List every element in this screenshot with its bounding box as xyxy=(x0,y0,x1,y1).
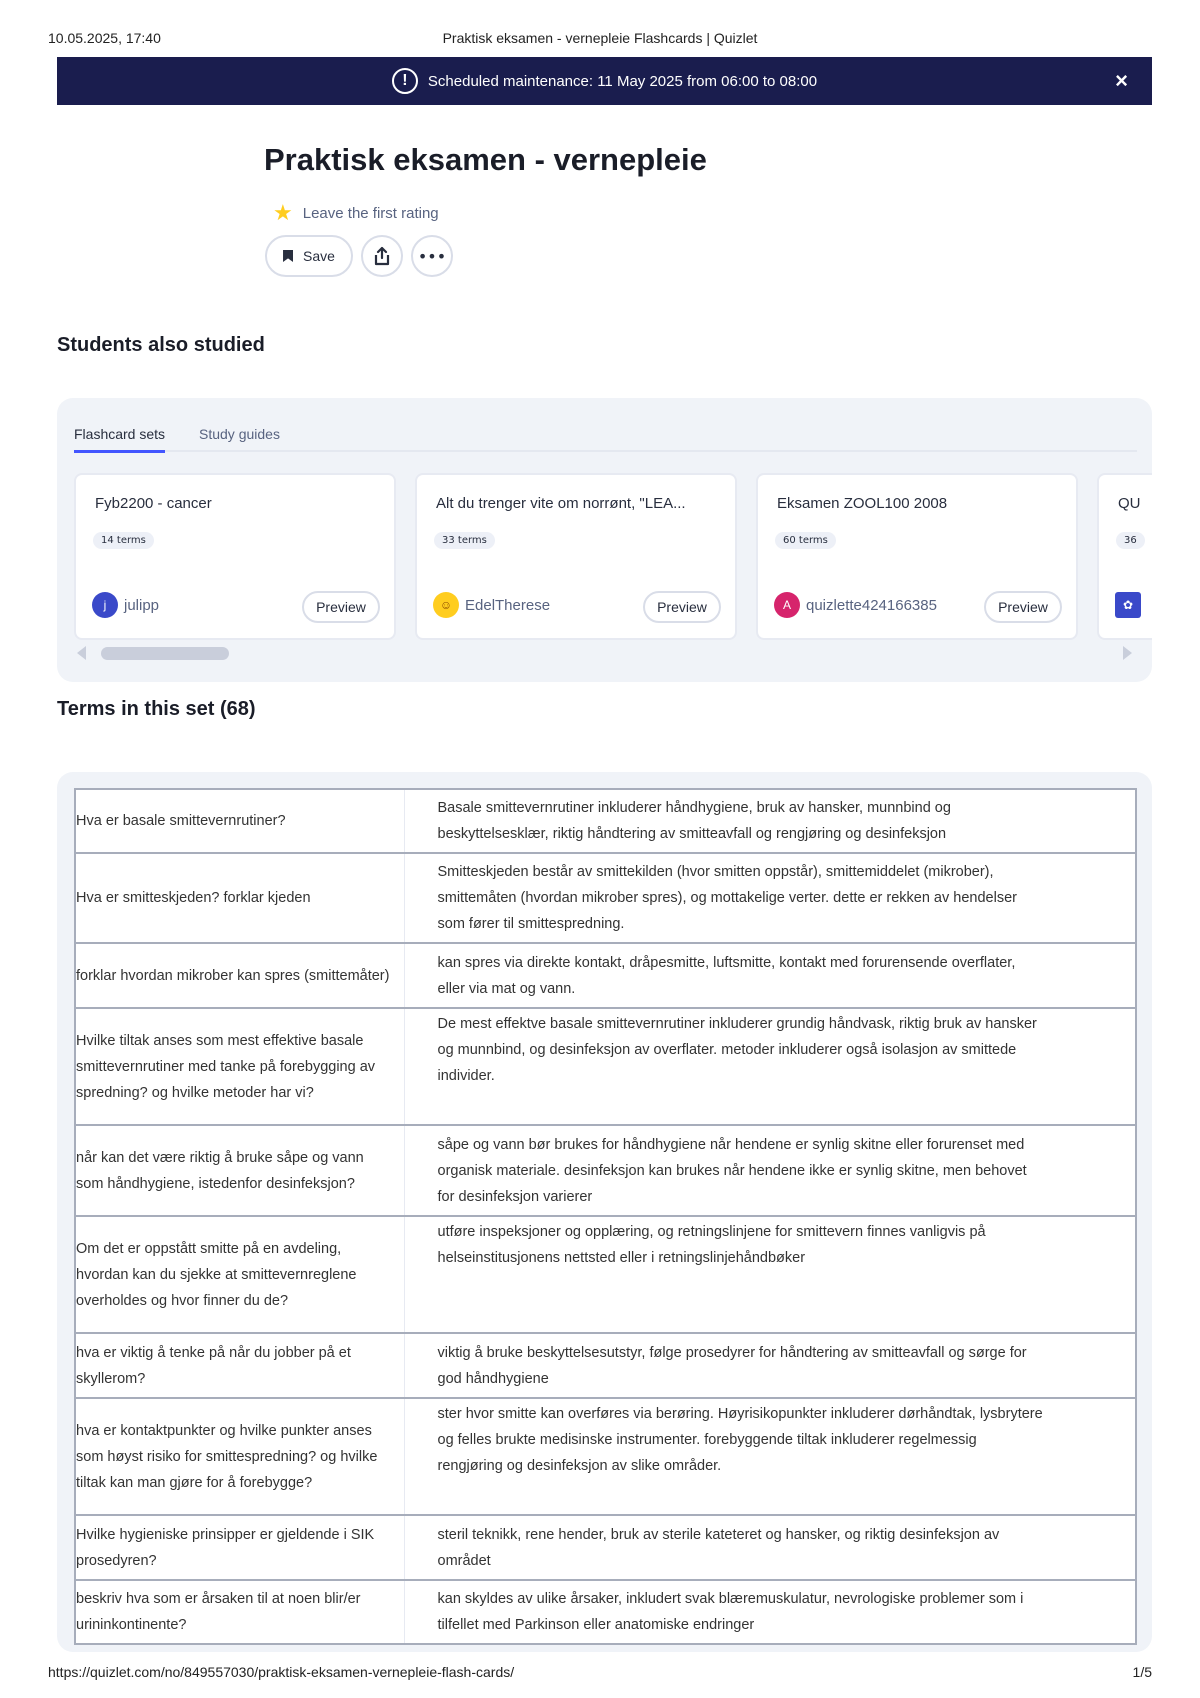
scroll-right-arrow[interactable] xyxy=(1123,646,1132,660)
save-button[interactable] xyxy=(265,235,353,277)
definition-cell: kan spres via direkte kontakt, dråpesmitte, luftsmitte, kontakt med forurensende overflater, eller via mat og vann. xyxy=(404,943,1136,1008)
students-also-studied-heading: Students also studied xyxy=(57,334,265,356)
term-cell: Hva er smitteskjeden? forklar kjeden xyxy=(75,853,404,943)
definition-cell: viktig å bruke beskyttelsesutstyr, følge prosedyrer for håndtering av smitteavfall og sørge for god håndhygiene xyxy=(404,1333,1136,1398)
card-author[interactable] xyxy=(774,592,937,618)
term-count-badge: 60 terms xyxy=(775,532,836,549)
definition-cell: steril teknikk, rene hender, bruk av sterile kateteret og hansker, og riktig desinfeksjon av området xyxy=(404,1515,1136,1580)
term-cell: hva er kontaktpunkter og hvilke punkter anses som høyst risiko for smittespredning? og hvilke tiltak kan man gjøre for å forebygge? xyxy=(75,1398,404,1515)
table-row[interactable] xyxy=(75,1125,1136,1216)
print-datetime: 10.05.2025, 17:40 xyxy=(48,30,161,46)
term-cell: hva er viktig å tenke på når du jobber på et skyllerom? xyxy=(75,1333,404,1398)
term-count-badge: 36 xyxy=(1116,532,1145,549)
definition-cell: Basale smittevernrutiner inkluderer håndhygiene, bruk av hansker, munnbind og beskyttelsesklær, riktig håndtering av smitteavfall og rengjøring og desinfeksjon xyxy=(404,789,1136,853)
avatar: ✿ xyxy=(1115,592,1141,618)
rating-link[interactable] xyxy=(273,200,439,226)
preview-button[interactable]: Preview xyxy=(302,591,380,623)
card-author[interactable] xyxy=(433,592,550,618)
term-cell: beskriv hva som er årsaken til at noen blir/er urininkontinente? xyxy=(75,1580,404,1644)
author-name: julipp xyxy=(124,596,160,614)
rating-text: Leave the first rating xyxy=(302,204,439,222)
card-title: QU xyxy=(1118,495,1141,512)
table-row[interactable] xyxy=(75,1398,1136,1515)
scroll-left-arrow[interactable] xyxy=(77,646,86,660)
table-row[interactable] xyxy=(75,1333,1136,1398)
term-cell: når kan det være riktig å bruke såpe og vann som håndhygiene, istedenfor desinfeksjon? xyxy=(75,1125,404,1216)
share-icon xyxy=(373,246,391,266)
definition-cell: såpe og vann bør brukes for håndhygiene når hendene er synlig skitne eller forurenset med organisk materiale. desinfeksjon kan brukes når hendene ikke er synlig skitne, men behovet for desinfeksjon varierer xyxy=(404,1125,1136,1216)
term-cell: Hvilke tiltak anses som mest effektive basale smittevernrutiner med tanke på forebygging av spredning? og hvilke metoder har vi? xyxy=(75,1008,404,1125)
tab-flashcard-sets[interactable]: Flashcard sets xyxy=(74,426,165,453)
print-doc-title: Praktisk eksamen - vernepleie Flashcards | Quizlet xyxy=(442,30,758,46)
card-title: Eksamen ZOOL100 2008 xyxy=(777,495,948,512)
definition-cell: kan skyldes av ulike årsaker, inkludert svak blæremuskulatur, nevrologiske problemer som i tilfellet med Parkinson eller anatomiske endringer xyxy=(404,1580,1136,1644)
study-tabs xyxy=(74,426,1137,452)
definition-cell: ster hvor smitte kan overføres via berøring. Høyrisikopunkter inkluderer dørhåndtak, lysbrytere og felles brukte medisinske instrumenter. forebyggende tiltak inkluderer regelmessig rengjøring og desinfeksjon av slike områder. xyxy=(404,1398,1136,1515)
avatar: j xyxy=(92,592,118,618)
print-header xyxy=(48,30,1152,50)
bookmark-icon xyxy=(283,250,293,262)
table-row[interactable] xyxy=(75,1580,1136,1644)
card-title: Alt du trenger vite om norrønt, "LEA... xyxy=(436,495,686,512)
definition-cell: De mest effektve basale smittevernrutiner inkluderer grundig håndvask, riktig bruk av hansker og munnbind, og desinfeksjon av overflater. metoder inkluderer også isolasjon av smittede individer. xyxy=(404,1008,1136,1125)
definition-cell: Smitteskjeden består av smittekilden (hvor smitten oppstår), smittemiddelet (mikrober), smittemåten (hvordan mikrober spres), og mottakelige verter. dette er rekken av hendelser som fører til smittespredning. xyxy=(404,853,1136,943)
preview-button[interactable]: Preview xyxy=(984,591,1062,623)
avatar: ☺ xyxy=(433,592,459,618)
term-cell: Om det er oppstått smitte på en avdeling, hvordan kan du sjekke at smittevernreglene overholdes og hvor finner du de? xyxy=(75,1216,404,1333)
terms-heading: Terms in this set (68) xyxy=(57,698,256,720)
flashcard-set-card[interactable] xyxy=(756,473,1078,640)
term-count-badge: 14 terms xyxy=(93,532,154,549)
table-row[interactable] xyxy=(75,789,1136,853)
print-url: https://quizlet.com/no/849557030/praktisk-eksamen-vernepleie-flash-cards/ xyxy=(48,1664,515,1680)
term-count-badge: 33 terms xyxy=(434,532,495,549)
tab-study-guides[interactable]: Study guides xyxy=(199,426,280,442)
card-author[interactable] xyxy=(92,592,159,618)
table-row[interactable] xyxy=(75,943,1136,1008)
term-cell: Hvilke hygieniske prinsipper er gjeldende i SIK prosedyren? xyxy=(75,1515,404,1580)
save-label: Save xyxy=(303,248,335,264)
star-icon: ★ xyxy=(273,200,293,225)
term-cell: forklar hvordan mikrober kan spres (smittemåter) xyxy=(75,943,404,1008)
table-row[interactable] xyxy=(75,1515,1136,1580)
students-also-studied-panel xyxy=(57,398,1152,682)
terms-table xyxy=(74,788,1137,1645)
author-name: quizlette424166385 xyxy=(806,596,937,614)
close-icon[interactable]: × xyxy=(1115,68,1128,93)
share-button[interactable] xyxy=(361,235,403,277)
card-author[interactable] xyxy=(1115,592,1147,618)
maintenance-banner xyxy=(57,57,1152,105)
table-row[interactable] xyxy=(75,853,1136,943)
table-row[interactable] xyxy=(75,1216,1136,1333)
definition-cell: utføre inspeksjoner og opplæring, og retningslinjene for smittevern finnes vanligvis på helseinstitusjonens nettsted eller i retningslinjehåndbøker xyxy=(404,1216,1136,1333)
avatar: A xyxy=(774,592,800,618)
page-title: Praktisk eksamen - vernepleie xyxy=(264,142,707,177)
flashcard-set-card[interactable] xyxy=(74,473,396,640)
table-row[interactable] xyxy=(75,1008,1136,1125)
more-options-button[interactable] xyxy=(411,235,453,277)
card-title: Fyb2200 - cancer xyxy=(95,495,212,512)
set-actions xyxy=(265,235,453,277)
banner-text: Scheduled maintenance: 11 May 2025 from 06:00 to 08:00 xyxy=(427,72,818,90)
more-icon: ••• xyxy=(417,246,447,266)
flashcard-set-card[interactable] xyxy=(415,473,737,640)
page-number: 1/5 xyxy=(1132,1664,1152,1680)
horizontal-scrollbar[interactable] xyxy=(101,647,229,660)
flashcard-set-card[interactable] xyxy=(1097,473,1152,640)
preview-button[interactable]: Preview xyxy=(643,591,721,623)
author-name: EdelTherese xyxy=(465,596,551,614)
term-cell: Hva er basale smittevernrutiner? xyxy=(75,789,404,853)
print-footer xyxy=(48,1664,1152,1684)
warning-icon: ! xyxy=(392,68,418,94)
